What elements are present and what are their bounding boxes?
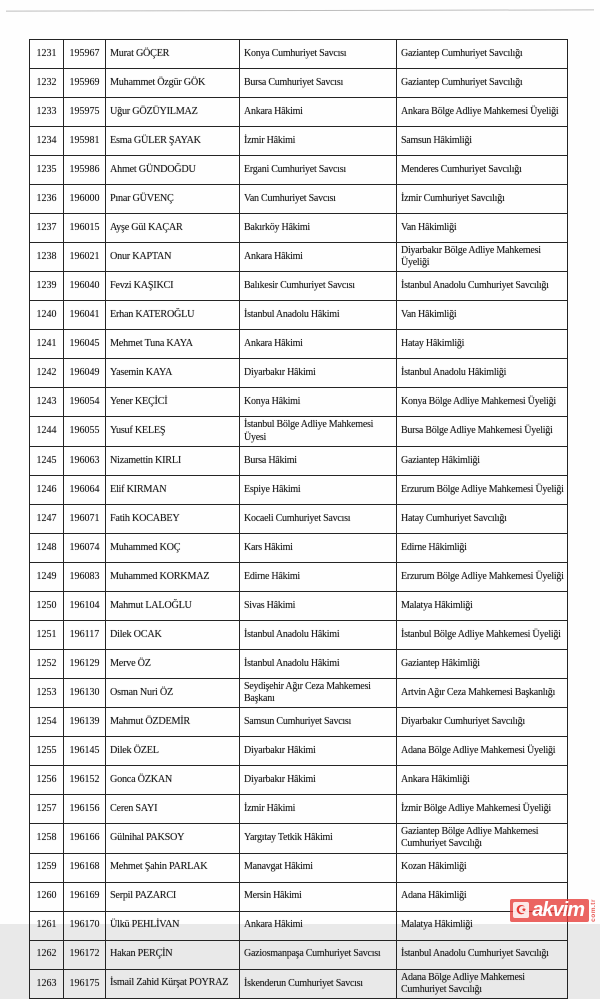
- cell-name: İsmail Zahid Kürşat POYRAZ: [106, 969, 240, 998]
- cell-name: Fevzi KAŞIKCI: [106, 272, 240, 301]
- cell-current-position: İstanbul Anadolu Hâkimi: [240, 301, 397, 330]
- cell-row-number: 1257: [30, 795, 64, 824]
- cell-registry-number: 195967: [64, 40, 106, 69]
- cell-name: Mehmet Şahin PARLAK: [106, 853, 240, 882]
- cell-row-number: 1236: [30, 185, 64, 214]
- cell-name: Fatih KOCABEY: [106, 504, 240, 533]
- cell-name: Hakan PERÇİN: [106, 940, 240, 969]
- cell-name: Yusuf KELEŞ: [106, 417, 240, 446]
- cell-row-number: 1245: [30, 446, 64, 475]
- cell-registry-number: 196045: [64, 330, 106, 359]
- cell-current-position: Yargıtay Tetkik Hâkimi: [240, 824, 397, 853]
- cell-new-position: Konya Bölge Adliye Mahkemesi Üyeliği: [397, 388, 568, 417]
- table-row: [30, 98, 568, 127]
- cell-row-number: 1240: [30, 301, 64, 330]
- cell-current-position: Konya Cumhuriyet Savcısı: [240, 40, 397, 69]
- cell-current-position: Seydişehir Ağır Ceza Mahkemesi Başkanı: [240, 678, 397, 707]
- cell-name: Erhan KATEROĞLU: [106, 301, 240, 330]
- table-row: [30, 620, 568, 649]
- cell-current-position: Diyarbakır Hâkimi: [240, 359, 397, 388]
- table-row: [30, 127, 568, 156]
- cell-registry-number: 196041: [64, 301, 106, 330]
- cell-registry-number: 195975: [64, 98, 106, 127]
- cell-name: Ceren SAYI: [106, 795, 240, 824]
- cell-current-position: Kocaeli Cumhuriyet Savcısı: [240, 504, 397, 533]
- table-row: [30, 591, 568, 620]
- watermark-band: [510, 899, 589, 922]
- cell-row-number: 1244: [30, 417, 64, 446]
- cell-row-number: 1232: [30, 69, 64, 98]
- cell-row-number: 1261: [30, 911, 64, 940]
- cell-current-position: İstanbul Anadolu Hâkimi: [240, 620, 397, 649]
- table-row: [30, 853, 568, 882]
- cell-name: Gonca ÖZKAN: [106, 766, 240, 795]
- table-row: [30, 301, 568, 330]
- cell-new-position: Gaziantep Cumhuriyet Savcılığı: [397, 69, 568, 98]
- cell-name: Ayşe Gül KAÇAR: [106, 214, 240, 243]
- takvim-watermark: [510, 899, 597, 922]
- table-row: [30, 649, 568, 678]
- cell-name: Merve ÖZ: [106, 649, 240, 678]
- cell-new-position: İstanbul Anadolu Cumhuriyet Savcılığı: [397, 940, 568, 969]
- cell-registry-number: 196083: [64, 562, 106, 591]
- table-row: [30, 533, 568, 562]
- cell-name: Yener KEÇİCİ: [106, 388, 240, 417]
- cell-new-position: Van Hâkimliği: [397, 214, 568, 243]
- cell-name: Osman Nuri ÖZ: [106, 678, 240, 707]
- cell-new-position: Samsun Hâkimliği: [397, 127, 568, 156]
- cell-current-position: Konya Hâkimi: [240, 388, 397, 417]
- cell-new-position: Van Hâkimliği: [397, 301, 568, 330]
- cell-registry-number: 196169: [64, 882, 106, 911]
- table-row: [30, 330, 568, 359]
- cell-new-position: Ankara Bölge Adliye Mahkemesi Üyeliği: [397, 98, 568, 127]
- cell-row-number: 1262: [30, 940, 64, 969]
- watermark-brand: akvim: [532, 899, 584, 921]
- table-row: [30, 243, 568, 272]
- cell-name: Nizamettin KIRLI: [106, 446, 240, 475]
- cell-name: Elif KIRMAN: [106, 475, 240, 504]
- cell-current-position: Ankara Hâkimi: [240, 98, 397, 127]
- cell-new-position: Diyarbakır Bölge Adliye Mahkemesi Üyeliği: [397, 243, 568, 272]
- cell-new-position: Gaziantep Hâkimliği: [397, 446, 568, 475]
- cell-registry-number: 196139: [64, 708, 106, 737]
- table-row: [30, 214, 568, 243]
- table-row: [30, 562, 568, 591]
- cell-current-position: Diyarbakır Hâkimi: [240, 737, 397, 766]
- cell-registry-number: 196129: [64, 649, 106, 678]
- table-row: [30, 737, 568, 766]
- cell-current-position: İstanbul Anadolu Hâkimi: [240, 649, 397, 678]
- cell-name: Murat GÖÇER: [106, 40, 240, 69]
- cell-name: Gülnihal PAKSOY: [106, 824, 240, 853]
- cell-new-position: Adana Bölge Adliye Mahkemesi Cumhuriyet Savcılığı: [397, 969, 568, 998]
- table-row: [30, 185, 568, 214]
- table-row: [30, 40, 568, 69]
- cell-row-number: 1241: [30, 330, 64, 359]
- cell-registry-number: 196040: [64, 272, 106, 301]
- cell-registry-number: 196175: [64, 969, 106, 998]
- cell-registry-number: 196156: [64, 795, 106, 824]
- cell-row-number: 1250: [30, 591, 64, 620]
- cell-name: Dilek OCAK: [106, 620, 240, 649]
- table-row: [30, 156, 568, 185]
- cell-current-position: Gaziosmanpaşa Cumhuriyet Savcısı: [240, 940, 397, 969]
- cell-name: Onur KAPTAN: [106, 243, 240, 272]
- cell-registry-number: 196168: [64, 853, 106, 882]
- cell-row-number: 1251: [30, 620, 64, 649]
- table-row: [30, 504, 568, 533]
- cell-row-number: 1247: [30, 504, 64, 533]
- cell-new-position: Diyarbakır Cumhuriyet Savcılığı: [397, 708, 568, 737]
- cell-row-number: 1243: [30, 388, 64, 417]
- cell-registry-number: 196152: [64, 766, 106, 795]
- cell-current-position: Mersin Hâkimi: [240, 882, 397, 911]
- table-row: [30, 417, 568, 446]
- cell-registry-number: 196170: [64, 911, 106, 940]
- cell-registry-number: 196130: [64, 678, 106, 707]
- cell-current-position: Balıkesir Cumhuriyet Savcısı: [240, 272, 397, 301]
- cell-name: Pınar GÜVENÇ: [106, 185, 240, 214]
- cell-new-position: Malatya Hâkimliği: [397, 911, 568, 940]
- table-row: [30, 708, 568, 737]
- cell-name: Mehmet Tuna KAYA: [106, 330, 240, 359]
- cell-new-position: Bursa Bölge Adliye Mahkemesi Üyeliği: [397, 417, 568, 446]
- cell-row-number: 1249: [30, 562, 64, 591]
- cell-row-number: 1254: [30, 708, 64, 737]
- cell-new-position: Malatya Hâkimliği: [397, 591, 568, 620]
- cell-new-position: Adana Hâkimliği: [397, 882, 568, 911]
- cell-new-position: Erzurum Bölge Adliye Mahkemesi Üyeliği: [397, 562, 568, 591]
- cell-row-number: 1238: [30, 243, 64, 272]
- table-row: [30, 272, 568, 301]
- cell-current-position: Ankara Hâkimi: [240, 330, 397, 359]
- cell-name: Dilek ÖZEL: [106, 737, 240, 766]
- cell-new-position: İstanbul Anadolu Cumhuriyet Savcılığı: [397, 272, 568, 301]
- cell-registry-number: 196015: [64, 214, 106, 243]
- cell-row-number: 1239: [30, 272, 64, 301]
- cell-new-position: İstanbul Anadolu Hâkimliği: [397, 359, 568, 388]
- table-row: [30, 969, 568, 998]
- cell-registry-number: 196021: [64, 243, 106, 272]
- cell-new-position: Menderes Cumhuriyet Savcılığı: [397, 156, 568, 185]
- cell-name: Mahmut LALOĞLU: [106, 591, 240, 620]
- table-row: [30, 766, 568, 795]
- cell-registry-number: 196049: [64, 359, 106, 388]
- cell-new-position: Adana Bölge Adliye Mahkemesi Üyeliği: [397, 737, 568, 766]
- cell-current-position: Edirne Hâkimi: [240, 562, 397, 591]
- cell-name: Ahmet GÜNDOĞDU: [106, 156, 240, 185]
- cell-registry-number: 196063: [64, 446, 106, 475]
- table-row: [30, 795, 568, 824]
- cell-registry-number: 195981: [64, 127, 106, 156]
- cell-row-number: 1255: [30, 737, 64, 766]
- cell-row-number: 1252: [30, 649, 64, 678]
- cell-new-position: Gaziantep Cumhuriyet Savcılığı: [397, 40, 568, 69]
- cell-registry-number: 196172: [64, 940, 106, 969]
- cell-current-position: Bursa Hâkimi: [240, 446, 397, 475]
- cell-current-position: Samsun Cumhuriyet Savcısı: [240, 708, 397, 737]
- cell-new-position: Hatay Cumhuriyet Savcılığı: [397, 504, 568, 533]
- cell-row-number: 1259: [30, 853, 64, 882]
- cell-name: Uğur GÖZÜYILMAZ: [106, 98, 240, 127]
- cell-current-position: Kars Hâkimi: [240, 533, 397, 562]
- cell-current-position: İzmir Hâkimi: [240, 127, 397, 156]
- cell-row-number: 1258: [30, 824, 64, 853]
- cell-new-position: Edirne Hâkimliği: [397, 533, 568, 562]
- cell-name: Muhammed KORKMAZ: [106, 562, 240, 591]
- cell-new-position: Ankara Hâkimliği: [397, 766, 568, 795]
- cell-name: Ülkü PEHLİVAN: [106, 911, 240, 940]
- cell-current-position: İzmir Hâkimi: [240, 795, 397, 824]
- cell-current-position: Espiye Hâkimi: [240, 475, 397, 504]
- cell-name: Serpil PAZARCI: [106, 882, 240, 911]
- cell-current-position: Sivas Hâkimi: [240, 591, 397, 620]
- cell-name: Muhammed KOÇ: [106, 533, 240, 562]
- cell-name: Esma GÜLER ŞAYAK: [106, 127, 240, 156]
- table-row: [30, 824, 568, 853]
- cell-row-number: 1231: [30, 40, 64, 69]
- cell-new-position: Hatay Hâkimliği: [397, 330, 568, 359]
- cell-row-number: 1248: [30, 533, 64, 562]
- table-row: [30, 940, 568, 969]
- cell-name: Yasemin KAYA: [106, 359, 240, 388]
- cell-row-number: 1237: [30, 214, 64, 243]
- cell-current-position: Van Cumhuriyet Savcısı: [240, 185, 397, 214]
- cell-registry-number: 196000: [64, 185, 106, 214]
- cell-row-number: 1233: [30, 98, 64, 127]
- cell-registry-number: 196054: [64, 388, 106, 417]
- cell-registry-number: 195969: [64, 69, 106, 98]
- cell-name: Mahmut ÖZDEMİR: [106, 708, 240, 737]
- cell-registry-number: 196055: [64, 417, 106, 446]
- cell-current-position: İstanbul Bölge Adliye Mahkemesi Üyesi: [240, 417, 397, 446]
- cell-row-number: 1256: [30, 766, 64, 795]
- cell-new-position: İzmir Bölge Adliye Mahkemesi Üyeliği: [397, 795, 568, 824]
- table-row: [30, 69, 568, 98]
- table-row: [30, 911, 568, 940]
- cell-current-position: Ankara Hâkimi: [240, 243, 397, 272]
- scan-artifact-line: [6, 9, 594, 11]
- cell-row-number: 1234: [30, 127, 64, 156]
- watermark-domain-suffix: com.tr: [590, 899, 597, 922]
- cell-current-position: Ergani Cumhuriyet Savcısı: [240, 156, 397, 185]
- table-row: [30, 882, 568, 911]
- table-row: [30, 678, 568, 707]
- cell-row-number: 1235: [30, 156, 64, 185]
- cell-new-position: Gaziantep Hâkimliği: [397, 649, 568, 678]
- table-row: [30, 359, 568, 388]
- cell-registry-number: 195986: [64, 156, 106, 185]
- cell-new-position: Erzurum Bölge Adliye Mahkemesi Üyeliği: [397, 475, 568, 504]
- table-row: [30, 446, 568, 475]
- cell-current-position: Ankara Hâkimi: [240, 911, 397, 940]
- cell-current-position: Bursa Cumhuriyet Savcısı: [240, 69, 397, 98]
- cell-current-position: Bakırköy Hâkimi: [240, 214, 397, 243]
- cell-registry-number: 196166: [64, 824, 106, 853]
- cell-new-position: İstanbul Bölge Adliye Mahkemesi Üyeliği: [397, 620, 568, 649]
- cell-current-position: İskenderun Cumhuriyet Savcısı: [240, 969, 397, 998]
- cell-row-number: 1242: [30, 359, 64, 388]
- cell-row-number: 1263: [30, 969, 64, 998]
- table-row: [30, 388, 568, 417]
- cell-registry-number: 196104: [64, 591, 106, 620]
- judicial-appointments-table: [29, 39, 568, 999]
- cell-registry-number: 196064: [64, 475, 106, 504]
- cell-new-position: Kozan Hâkimliği: [397, 853, 568, 882]
- cell-new-position: Gaziantep Bölge Adliye Mahkemesi Cumhuriyet Savcılığı: [397, 824, 568, 853]
- cell-registry-number: 196074: [64, 533, 106, 562]
- cell-current-position: Diyarbakır Hâkimi: [240, 766, 397, 795]
- cell-row-number: 1253: [30, 678, 64, 707]
- cell-row-number: 1260: [30, 882, 64, 911]
- cell-new-position: İzmir Cumhuriyet Savcılığı: [397, 185, 568, 214]
- cell-new-position: Artvin Ağır Ceza Mahkemesi Başkanlığı: [397, 678, 568, 707]
- cell-registry-number: 196117: [64, 620, 106, 649]
- cell-name: Muhammet Özgür GÖK: [106, 69, 240, 98]
- cell-current-position: Manavgat Hâkimi: [240, 853, 397, 882]
- table-row: [30, 475, 568, 504]
- cell-registry-number: 196071: [64, 504, 106, 533]
- cell-row-number: 1246: [30, 475, 64, 504]
- crescent-star-icon: ☪: [513, 902, 529, 918]
- cell-registry-number: 196145: [64, 737, 106, 766]
